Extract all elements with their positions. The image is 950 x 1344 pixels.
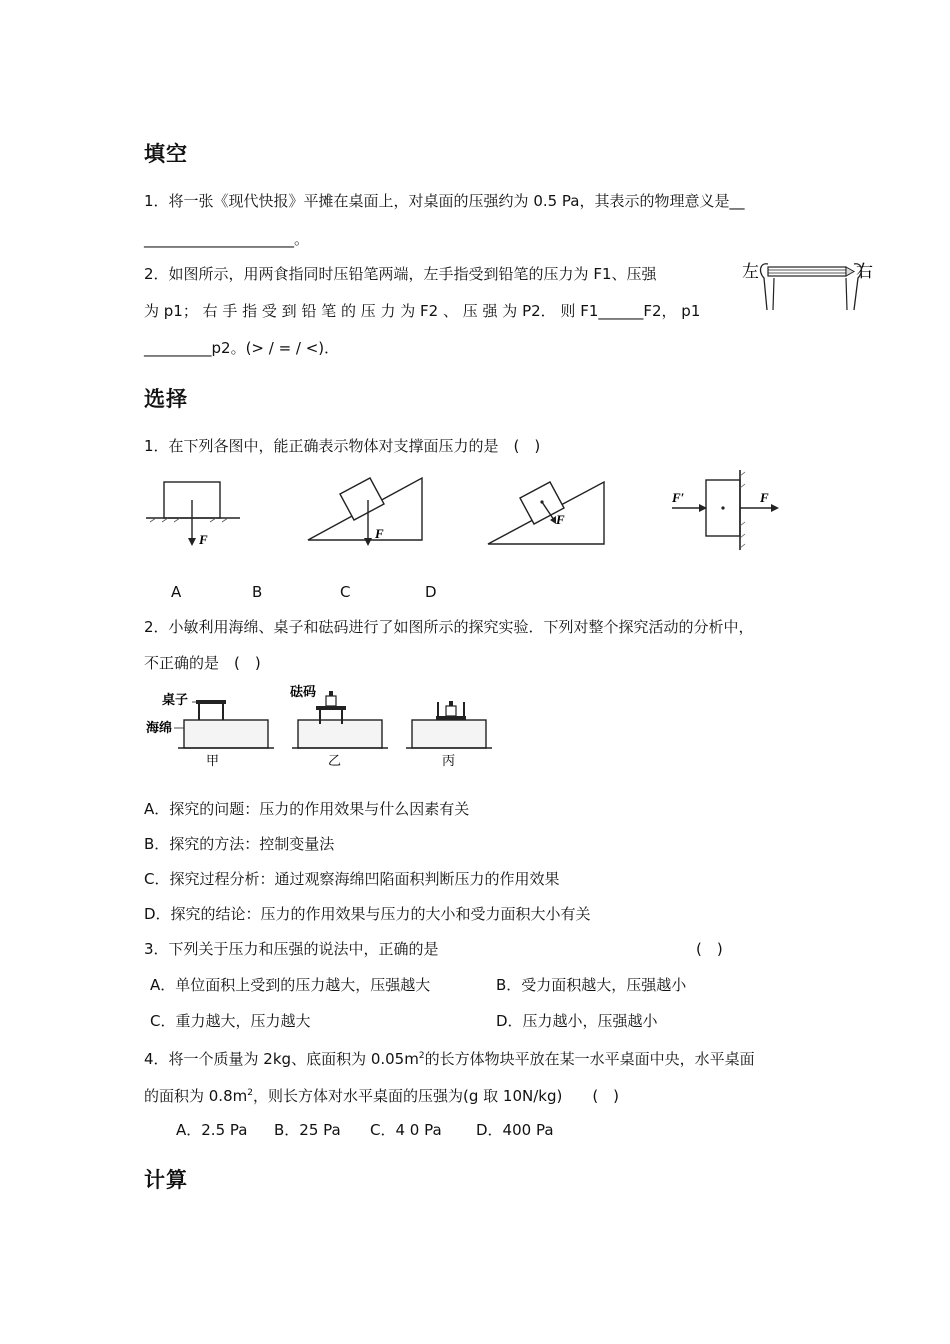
label-jia: 甲 xyxy=(206,753,220,768)
choice-q1-option-d: D xyxy=(425,583,437,601)
choice-q1-text: 1．在下列各图中，能正确表示物体对支撑面压力的是 ( ) xyxy=(144,437,541,455)
section-heading-fill: 填空 xyxy=(144,142,188,166)
q4-line1-part-b: 的长方体物块平放在某一水平桌面中央，水平桌面 xyxy=(424,1050,755,1068)
fill-q1-line2: ____________________。 xyxy=(144,230,310,248)
label-sponge: 海绵 xyxy=(146,720,173,735)
setup-jia xyxy=(174,700,274,768)
choice-q2-line2: 不正确的是 ( ) xyxy=(144,654,261,672)
label-weight: 砝码 xyxy=(290,684,317,699)
diagram-d xyxy=(671,470,779,550)
choice-q4-line2 xyxy=(144,1083,619,1106)
diagram-b xyxy=(308,478,422,546)
force-label-d: F xyxy=(760,490,769,505)
section-heading-choice: 选择 xyxy=(144,387,188,411)
q4-sup-2: 2 xyxy=(247,1088,253,1098)
choice-q3-paren: ( ) xyxy=(696,940,723,958)
setup-yi xyxy=(292,691,388,768)
force-label-d-prime: F′ xyxy=(672,490,685,505)
label-table: 桌子 xyxy=(162,692,189,707)
choice-q4-option-b: B．25 Pa xyxy=(274,1121,341,1139)
pencil-fingers-figure xyxy=(740,256,876,314)
fig-left-label: 左 xyxy=(742,262,759,281)
label-yi: 乙 xyxy=(328,753,342,768)
choice-q4-option-c: C．4 0 Pa xyxy=(370,1121,442,1139)
fill-q2-line2: 为 p1； 右 手 指 受 到 铅 笔 的 压 力 为 F2 、 压 强 为 P2． 则 F1______F2， p1 xyxy=(144,302,701,320)
label-bing: 丙 xyxy=(442,753,456,768)
choice-q3-option-d: D．压力越小，压强越小 xyxy=(496,1012,658,1030)
diagram-c xyxy=(488,482,604,544)
section-heading-calc: 计算 xyxy=(144,1168,188,1192)
force-label-c: F xyxy=(556,512,565,527)
fill-q1-line1: 1．将一张《现代快报》平摊在桌面上，对桌面的压强约为 0.5 Pa，其表示的物理意义是__ xyxy=(144,192,745,210)
force-label-b: F xyxy=(375,526,384,541)
choice-q2-option-c: C．探究过程分析：通过观察海绵凹陷面积判断压力的作用效果 xyxy=(144,870,560,888)
choice-q1-option-c: C xyxy=(340,583,351,601)
choice-q2-option-a: A．探究的问题：压力的作用效果与什么因素有关 xyxy=(144,800,470,818)
choice-q2-option-d: D．探究的结论：压力的作用效果与压力的大小和受力面积大小有关 xyxy=(144,905,591,923)
choice-q2-option-b: B．探究的方法：控制变量法 xyxy=(144,835,335,853)
q4-sup-1: 2 xyxy=(418,1051,425,1061)
choice-q4-option-a: A．2.5 Pa xyxy=(176,1121,248,1139)
force-label-a: F xyxy=(199,532,208,547)
choice-q1-option-a: A xyxy=(171,583,182,601)
sponge-experiment-figure xyxy=(144,682,492,772)
force-diagrams-figure xyxy=(144,464,794,556)
choice-q3-option-c: C．重力越大，压力越大 xyxy=(150,1012,311,1030)
setup-bing xyxy=(406,701,492,768)
choice-q1-option-b: B xyxy=(252,583,263,601)
choice-q3-text: 3．下列关于压力和压强的说法中，正确的是 xyxy=(144,940,439,958)
choice-q4-option-d: D．400 Pa xyxy=(476,1121,554,1139)
fill-q2-line3: _________p2。(> / = / <)． xyxy=(144,339,340,357)
choice-q4-line1 xyxy=(144,1046,755,1069)
q4-line2-part-a: 的面积为 0.8m xyxy=(144,1087,248,1105)
choice-q3-option-b: B．受力面积越大，压强越小 xyxy=(496,976,687,994)
diagram-a xyxy=(146,482,240,547)
q4-line2-part-b: ，则长方体对水平桌面的压强为(g 取 10N/kg) ( ) xyxy=(252,1087,620,1105)
q4-line1-part-a: 4．将一个质量为 2kg、底面积为 0.05m xyxy=(144,1050,419,1068)
choice-q3-option-a: A．单位面积上受到的压力越大，压强越大 xyxy=(150,976,431,994)
choice-q2-line1: 2．小敏利用海绵、桌子和砝码进行了如图所示的探究实验．下列对整个探究活动的分析中， xyxy=(144,618,754,636)
fill-q2-line1: 2．如图所示，用两食指同时压铅笔两端，左手指受到铅笔的压力为 F1、压强 xyxy=(144,265,657,283)
fig-right-label: 右 xyxy=(856,262,873,281)
